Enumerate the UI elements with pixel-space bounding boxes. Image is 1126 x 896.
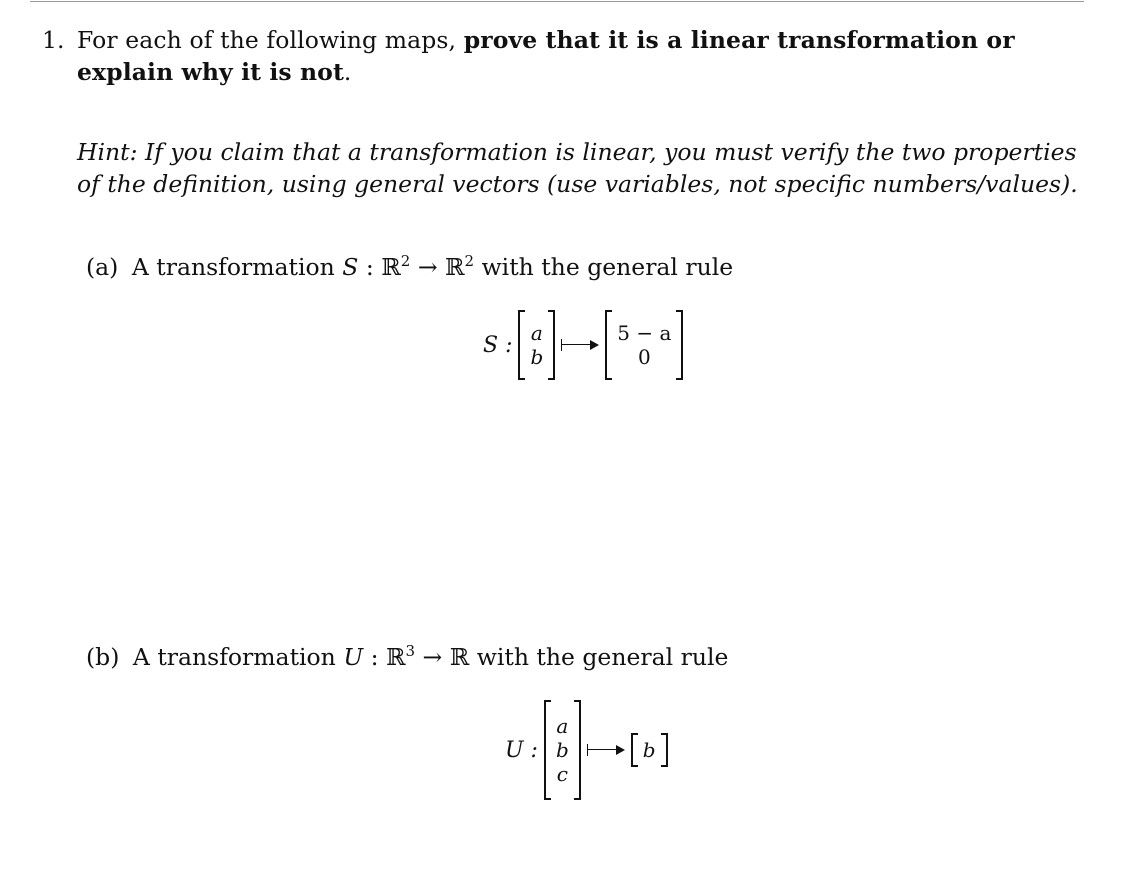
part-b-rule: [505, 700, 668, 800]
part-b-domain: ℝ: [385, 643, 406, 671]
part-a-prefix: A transformation: [131, 253, 335, 281]
part-a-label: (a): [86, 253, 119, 281]
part-a-codomain-exp: 2: [464, 252, 475, 270]
problem-intro: For each of the following maps,: [77, 26, 457, 54]
problem-statement: [42, 24, 1102, 88]
part-b-suffix: with the general rule: [476, 643, 729, 671]
vector-entry: c: [556, 762, 568, 786]
vector-entry: 0: [637, 345, 651, 369]
part-b-prefix: A transformation: [132, 643, 336, 671]
part-a-rule-fn: S :: [483, 332, 513, 358]
part-a-domain: ℝ: [381, 253, 401, 281]
part-a-codomain: ℝ: [445, 253, 465, 281]
vector-entry: b: [530, 345, 544, 369]
part-a-fn: S: [342, 253, 359, 281]
part-b-codomain: ℝ: [449, 643, 470, 671]
vector-entry: b: [642, 738, 656, 762]
part-a-rule: [483, 310, 683, 380]
vector-entry: 5 − a: [617, 321, 672, 345]
mapsto-arrow-icon: [561, 338, 599, 352]
problem-text: [77, 24, 1102, 88]
part-b-domain-exp: 3: [405, 642, 416, 660]
part-a-output-vector: [605, 310, 683, 380]
problem-instruction: prove that it is a linear transformation or explain why it is not: [77, 26, 1015, 86]
part-a-domain-exp: 2: [400, 252, 411, 270]
part-b-statement: (b) A transformation U : ℝ$^3$ → ℝ with the general rule: [86, 642, 729, 671]
part-b-input-vector: [544, 700, 581, 800]
part-a-arrow: →: [417, 253, 438, 281]
vector-entry: a: [556, 714, 569, 738]
part-b-label: (b): [86, 643, 120, 671]
mapsto-arrow-icon: [587, 743, 625, 757]
hint-paragraph: Hint: If you claim that a transformation is linear, you must verify the two properties of the definition, using general vectors (use variables, not specific numbers/values).: [77, 138, 1078, 198]
part-b-arrow: →: [422, 643, 443, 671]
vector-entry: a: [530, 321, 543, 345]
part-b-fn: U: [343, 643, 364, 671]
problem-number: 1.: [42, 26, 65, 54]
part-b-rule-fn: U :: [505, 737, 538, 763]
part-a-suffix: with the general rule: [481, 253, 734, 281]
part-a-statement: (a) A transformation S : ℝ$^2$ → ℝ$^2$ with the general rule: [86, 252, 734, 281]
vector-entry: b: [555, 738, 569, 762]
problem-period: .: [343, 58, 352, 86]
part-a-input-vector: [518, 310, 555, 380]
top-divider: [30, 1, 1084, 2]
part-b-output-vector: [631, 733, 668, 767]
